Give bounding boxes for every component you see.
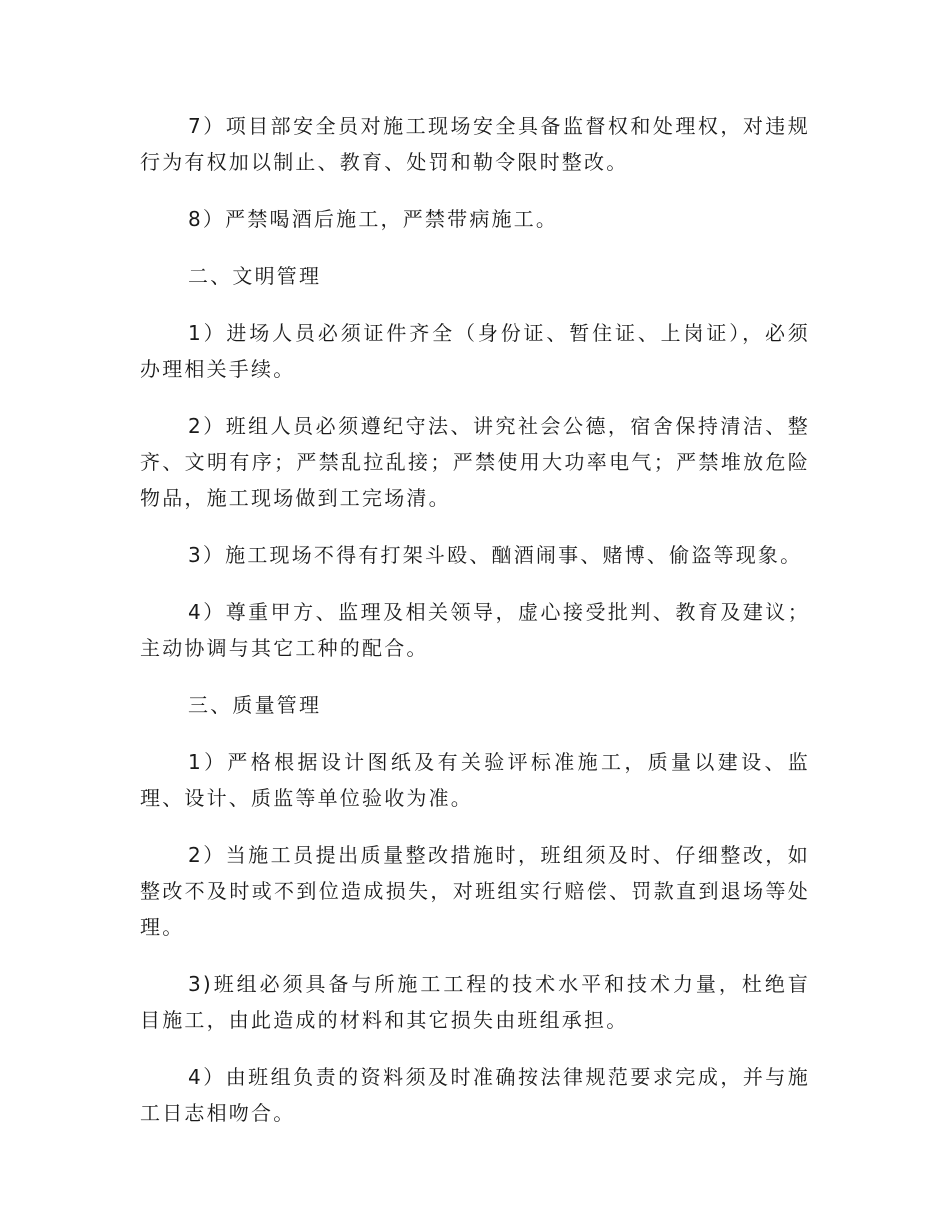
paragraph-civilized-1: 1）进场人员必须证件齐全（身份证、暂住证、上岗证），必须办理相关手续。: [140, 321, 810, 381]
paragraph-quality-4: 4）由班组负责的资料须及时准确按法律规范要求完成，并与施工日志相吻合。: [140, 1065, 810, 1125]
section-heading-quality-management: 三、质量管理: [188, 693, 322, 717]
section-heading-civilized-management: 二、文明管理: [188, 264, 322, 288]
paragraph-quality-3: 3)班组必须具备与所施工工程的技术水平和技术力量，杜绝盲目施工，由此造成的材料和其它损失由班组承担。: [140, 972, 810, 1032]
paragraph-quality-2: 2）当施工员提出质量整改措施时，班组须及时、仔细整改，如整改不及时或不到位造成损失，对班组实行赔偿、罚款直到退场等处理。: [140, 843, 810, 939]
paragraph-civilized-3: 3）施工现场不得有打架斗殴、酗酒闹事、赌博、偷盗等现象。: [188, 543, 803, 567]
paragraph-safety-7: 7）项目部安全员对施工现场安全具备监督权和处理权，对违规行为有权加以制止、教育、处罚和勒令限时整改。: [140, 114, 810, 174]
paragraph-safety-8: 8）严禁喝酒后施工，严禁带病施工。: [188, 207, 559, 231]
paragraph-civilized-2: 2）班组人员必须遵纪守法、讲究社会公德，宿舍保持清洁、整齐、文明有序；严禁乱拉乱接；严禁使用大功率电气；严禁堆放危险物品，施工现场做到工完场清。: [140, 414, 810, 510]
paragraph-quality-1: 1）严格根据设计图纸及有关验评标准施工，质量以建设、监理、设计、质监等单位验收为准。: [140, 750, 810, 810]
paragraph-civilized-4: 4）尊重甲方、监理及相关领导，虚心接受批判、教育及建议；主动协调与其它工种的配合。: [140, 600, 810, 660]
